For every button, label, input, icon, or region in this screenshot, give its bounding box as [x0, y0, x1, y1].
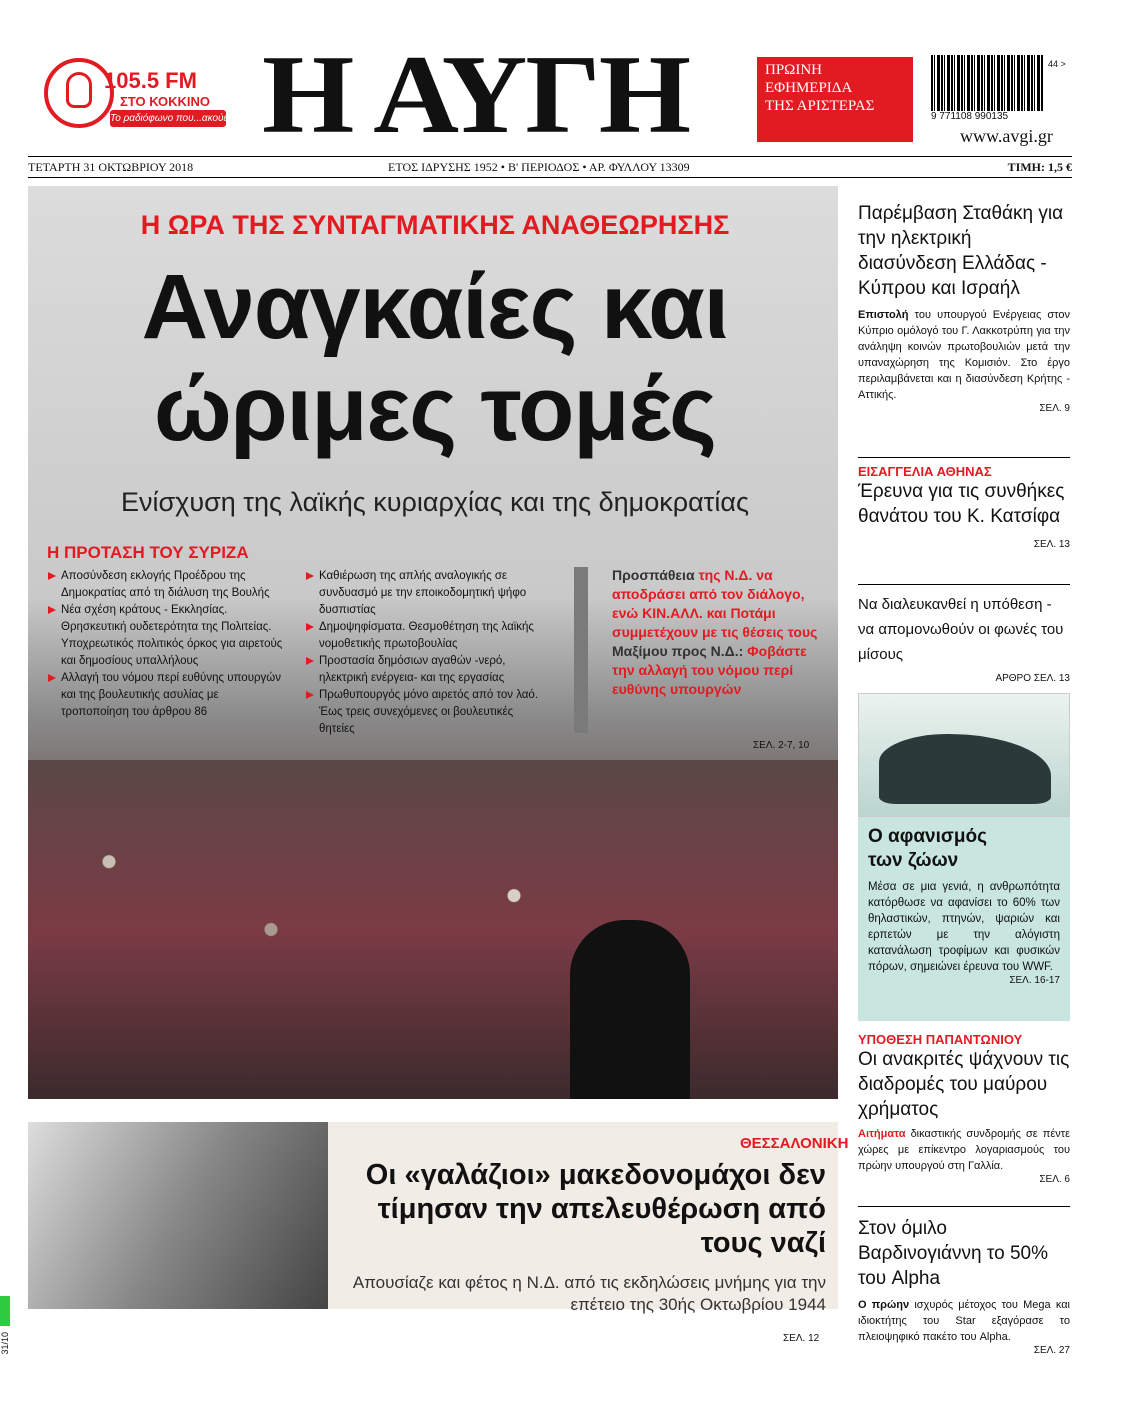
right-story-6: [858, 1216, 1070, 1356]
story-kicker: ΥΠΟΘΕΣΗ ΠΑΠΑΝΤΩΝΙΟΥ: [858, 1032, 1023, 1047]
lightbulb-icon: [66, 72, 92, 108]
quote-text: της Ν.Δ. να αποδράσει από τον διάλογο, ενώ ΚΙΝ.ΑΛΛ. και Ποτάμι συμμετέχουν με τις θέσεις τους: [612, 567, 818, 640]
page-ref: ΑΡΘΡΟ ΣΕΛ. 13: [995, 673, 1070, 684]
headline-line: Αναγκαίες και: [141, 256, 729, 358]
page-ref: ΣΕΛ. 2-7, 10: [753, 740, 810, 751]
right-story-3: [858, 592, 1070, 684]
radio-station: ΣΤΟ ΚΟΚΚΙΝΟ: [120, 94, 211, 109]
story-body: ισχυρός μέτοχος του Mega και ιδιοκτήτης του Star εξαγόρασε το πλειοψηφικό πακέτο του Alpha.: [858, 1299, 1070, 1343]
bullet-item: Προστασία δημόσιων αγαθών -νερό, ηλεκτρική ενέργεια- και της εργασίας: [305, 653, 541, 687]
newspaper-logo: Η ΑΥΓΗ: [262, 33, 689, 157]
article-teaser: Να διαλευκανθεί η υπόθεση - να απομονωθούν οι φωνές του μίσους: [858, 596, 1064, 663]
bullet-item: Αποσύνδεση εκλογής Προέδρου της Δημοκρατίας από τη διάλυση της Βουλής: [47, 568, 285, 602]
headline-line: ώριμες τομές: [154, 358, 716, 460]
parliament-photo: [28, 760, 838, 1099]
story-text: [858, 307, 1070, 403]
divider: [858, 1206, 1070, 1207]
bullet-item: Δημοψηφίσματα. Θεσμοθέτηση της λαϊκής νομοθετικής πρωτοβουλίας: [305, 619, 541, 653]
tagline-box: [757, 57, 913, 142]
tagline-line: ΕΦΗΜΕΡΙΔΑ: [765, 80, 853, 96]
barcode: [931, 55, 1071, 125]
dateline: [28, 156, 1072, 178]
side-quote: [612, 566, 822, 699]
thess-subhead: Απουσίαζε και φέτος η Ν.Δ. από τις εκδηλώσεις μνήμης για την επέτειο της 30ής Οκτωβρίου 1944: [352, 1273, 826, 1314]
story-lead: Αιτήματα: [858, 1128, 906, 1140]
barcode-addon: 44 >: [1048, 59, 1066, 69]
herd-icon: [879, 734, 1051, 804]
story-text: Μέσα σε μια γενιά, η ανθρωπότητα κατόρθωσε να αφανίσει το 60% των θηλαστικών, πτηνών, ψαριών και ερπετών με την αλόγιστη κατανάλωση τροφίμων και φυσικών πόρων, σημειώνει έρευνα του WWF.: [868, 881, 1060, 973]
story-lead: Επιστολή: [858, 309, 909, 321]
story-body: του υπουργού Ενέργειας στον Κύπριο ομόλογό του Γ. Λακκοτρύπη για την ανάληψη κοινών πρωτοβουλιών μετά την υπαναχώρηση της Κομισιόν. Στο έργο περιλαμβάνεται και η διασύνδεση Κρήτης - Αττικής.: [858, 309, 1070, 401]
bullets-right: [305, 568, 541, 738]
bullet-item: Νέα σχέση κράτους - Εκκλησίας. Θρησκευτική ουδετερότητα της Πολιτείας. Υποχρεωτικός πολιτικός όρκος για αιρετούς και δημοσίους υπαλλήλους: [47, 602, 285, 670]
bullet-item: Πρωθυπουργός μόνο αιρετός από τον λαό. Έως τρεις συνεχόμενες οι βουλευτικές θητείες: [305, 687, 541, 738]
thess-headline: Οι «γαλάζιοι» μακεδονομάχοι δεν τίμησαν την απελευθέρωση από τους ναζί: [365, 1159, 826, 1259]
bullet-item: Αλλαγή του νόμου περί ευθύνης υπουργών και της βουλευτικής ασυλίας με τροποποίηση του άρθρου 86: [47, 670, 285, 721]
radio-ad: [44, 58, 233, 128]
story-text: [858, 1126, 1070, 1174]
story-headline: Έρευνα για τις συνθήκες θανάτου του Κ. Κατσίφα: [858, 481, 1065, 527]
page-ref: ΣΕΛ. 16-17: [1009, 975, 1060, 986]
quote-lead: Μαξίμου προς Ν.Δ.:: [612, 643, 744, 659]
proposal-title: Η ΠΡΟΤΑΣΗ ΤΟΥ ΣΥΡΙΖΑ: [47, 543, 249, 562]
main-kicker: Η ΩΡΑ ΤΗΣ ΣΥΝΤΑΓΜΑΤΙΚΗΣ ΑΝΑΘΕΩΡΗΣΗΣ: [140, 210, 730, 240]
story-headline: Στον όμιλο Βαρδινογιάννη το 50% του Alpha: [858, 1218, 1048, 1289]
page-ref: ΣΕΛ. 27: [1033, 1345, 1070, 1356]
bullets-left: [47, 568, 285, 721]
story-body: δικαστικής συνδρομής σε πέντε χώρες με επίκεντρο λογαριασμούς του πρώην υπουργού στη Γαλλία.: [858, 1128, 1071, 1172]
story-headline: Παρέμβαση Σταθάκη για την ηλεκτρική διασύνδεση Ελλάδας - Κύπρου και Ισραήλ: [858, 203, 1064, 299]
divider: [858, 584, 1070, 585]
radio-slogan: Το ραδιόφωνο που...ακούει!: [110, 110, 226, 127]
speaker-silhouette: [570, 920, 690, 1099]
edge-marker: [0, 1296, 10, 1326]
main-subhead: Ενίσχυση της λαϊκής κυριαρχίας και της δημοκρατίας: [121, 487, 749, 517]
right-story-5: [858, 1032, 1070, 1185]
website-url[interactable]: www.avgi.gr: [960, 126, 1053, 146]
story-lead: Ο πρώην: [858, 1299, 910, 1311]
issue-info: ΕΤΟΣ ΙΔΡΥΣΗΣ 1952 • Β' ΠΕΡΙΟΔΟΣ • ΑΡ. ΦΥΛΛΟΥ 13309: [388, 160, 690, 174]
quote-lead: Προσπάθεια: [612, 567, 695, 583]
bullet-item: Καθιέρωση της απλής αναλογικής σε συνδυασμό με την εποικοδομητική ψήφο δυσπιστίας: [305, 568, 541, 619]
right-story-2: [858, 464, 1070, 550]
radio-frequency: 105.5 FM: [104, 68, 197, 93]
thess-kicker: ΘΕΣΣΑΛΟΝΙΚΗ: [740, 1135, 849, 1152]
main-headline: [40, 256, 830, 460]
tagline-line: ΤΗΣ ΑΡΙΣΤΕΡΑΣ: [765, 98, 875, 114]
wwf-story: [858, 817, 1070, 1021]
story-headline: Ο αφανισμός των ζώων: [868, 826, 987, 871]
page-ref: ΣΕΛ. 6: [1039, 1174, 1070, 1185]
quote-bar: [574, 567, 588, 733]
divider: [858, 457, 1070, 458]
page-ref: ΣΕΛ. 13: [1033, 539, 1070, 550]
story-text: [858, 1297, 1070, 1345]
quote-text: Φοβάστε την αλλαγή του νόμου περί ευθύνης υπουργών: [612, 643, 807, 697]
tagline-line: ΠΡΩΙΝΗ: [765, 62, 822, 78]
page-ref: ΣΕΛ. 9: [1039, 403, 1070, 414]
issue-date: ΤΕΤΑΡΤΗ 31 ΟΚΤΩΒΡΙΟΥ 2018: [28, 160, 194, 174]
story-kicker: ΕΙΣΑΓΓΕΛΙΑ ΑΘΗΝΑΣ: [858, 464, 992, 479]
barcode-number: 9 771108 990135: [931, 111, 1009, 122]
right-story-1: [858, 201, 1070, 414]
parade-photo: [28, 1122, 328, 1309]
story-headline: Οι ανακριτές ψάχνουν τις διαδρομές του μαύρου χρήματος: [858, 1049, 1070, 1120]
price: ΤΙΜΗ: 1,5 €: [1007, 160, 1072, 174]
barcode-bars: [931, 55, 1043, 111]
edge-date: 31/10: [0, 1332, 10, 1355]
animals-illustration: [858, 693, 1070, 817]
page-ref: ΣΕΛ. 12: [783, 1333, 820, 1344]
